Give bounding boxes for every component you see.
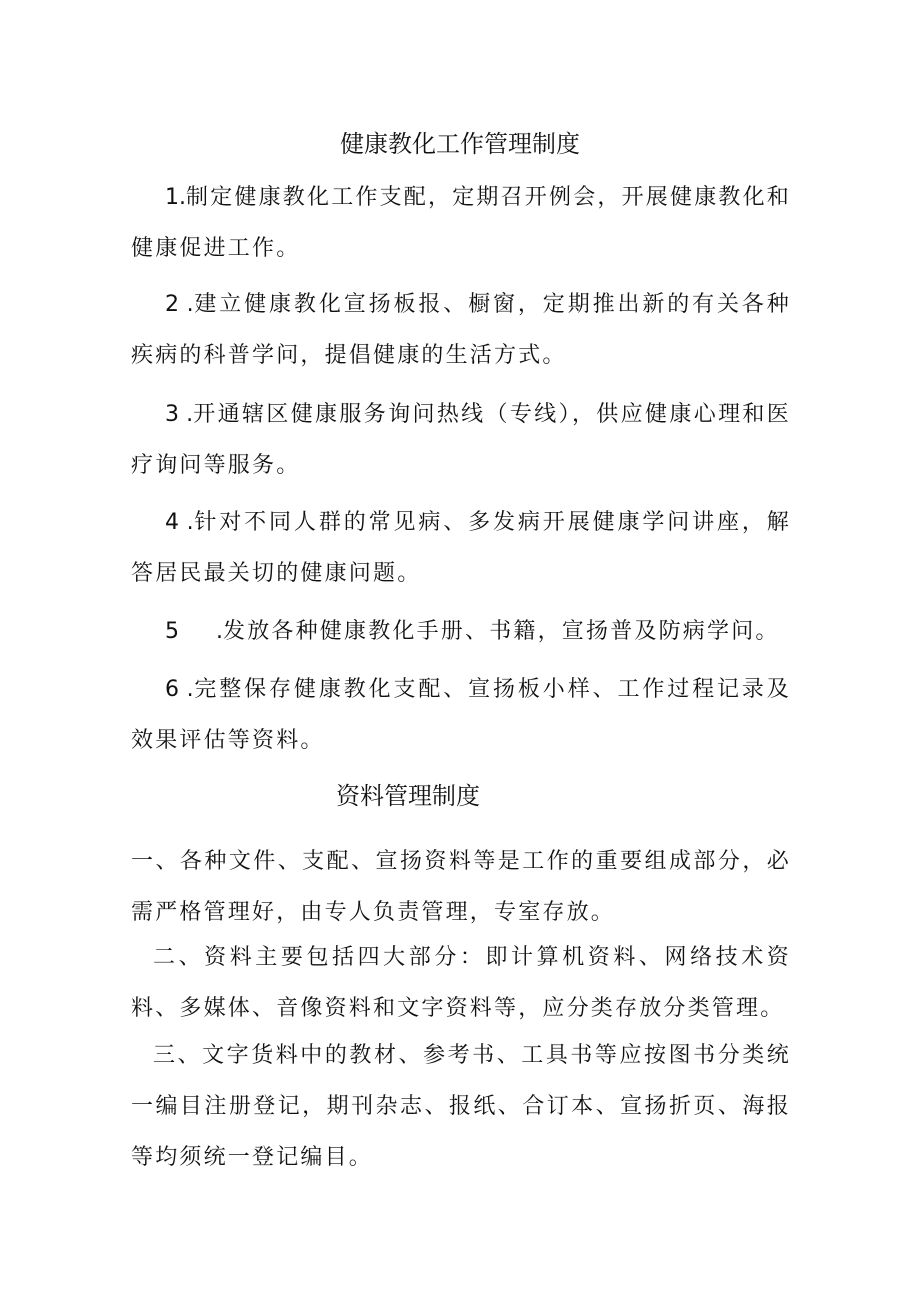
records-rule-1: 一、各种文件、支配、宣扬资料等是工作的重要组成部分，必需严格管理好，由专人负责管理，专室存放。 [131, 849, 791, 925]
rule-text: 建立健康教化宣扬板报、橱窗，定期推出新的有关各种疾病的科普学问，提倡健康的生活方式。 [131, 292, 791, 368]
rule-separator: . [179, 292, 194, 317]
rule-number: 1 [165, 185, 179, 210]
records-rule-3: 三、文字货料中的教材、参考书、工具书等应按图书分类统一编目注册登记，期刊杂志、报纸、合订本、宣扬折页、海报等均须统一登记编目。 [131, 1043, 791, 1170]
rule-separator: . [209, 619, 223, 644]
rule-number: 3 [165, 402, 179, 427]
rule-item-2 [131, 279, 791, 381]
rule-item-6 [131, 664, 791, 766]
rule-number: 4 [165, 510, 179, 535]
rule-item-3 [131, 389, 791, 491]
rule-number: 5 [165, 619, 179, 644]
rule-separator: . [179, 510, 194, 535]
rule-separator: . [179, 185, 186, 210]
rule-separator: . [179, 677, 194, 702]
section-title-health-education: 健康教化工作管理制度 [340, 130, 580, 158]
rule-item-5 [131, 606, 791, 657]
rule-text: 发放各种健康教化手册、书籍，宣扬普及防病学问。 [223, 619, 780, 644]
rule-text: 开通辖区健康服务询问热线（专线），供应健康心理和医疗询问等服务。 [131, 402, 791, 478]
rule-item-4 [131, 497, 791, 599]
rule-text: 完整保存健康教化支配、宣扬板小样、工作过程记录及效果评估等资料。 [131, 677, 791, 753]
section-title-records-management: 资料管理制度 [336, 782, 480, 810]
rule-separator: . [179, 402, 194, 427]
rule-number: 6 [165, 677, 179, 702]
records-rule-2: 二、资料主要包括四大部分：即计算机资料、网络技术资料、多媒体、音像资料和文字资料等，应分类存放分类管理。 [131, 945, 791, 1021]
rule-item-1 [131, 172, 791, 274]
rule-text: 制定健康教化工作支配，定期召开例会，开展健康教化和健康促进工作。 [131, 185, 792, 261]
rule-number: 2 [165, 292, 179, 317]
rule-text: 针对不同人群的常见病、多发病开展健康学问讲座，解答居民最关切的健康问题。 [131, 510, 791, 586]
